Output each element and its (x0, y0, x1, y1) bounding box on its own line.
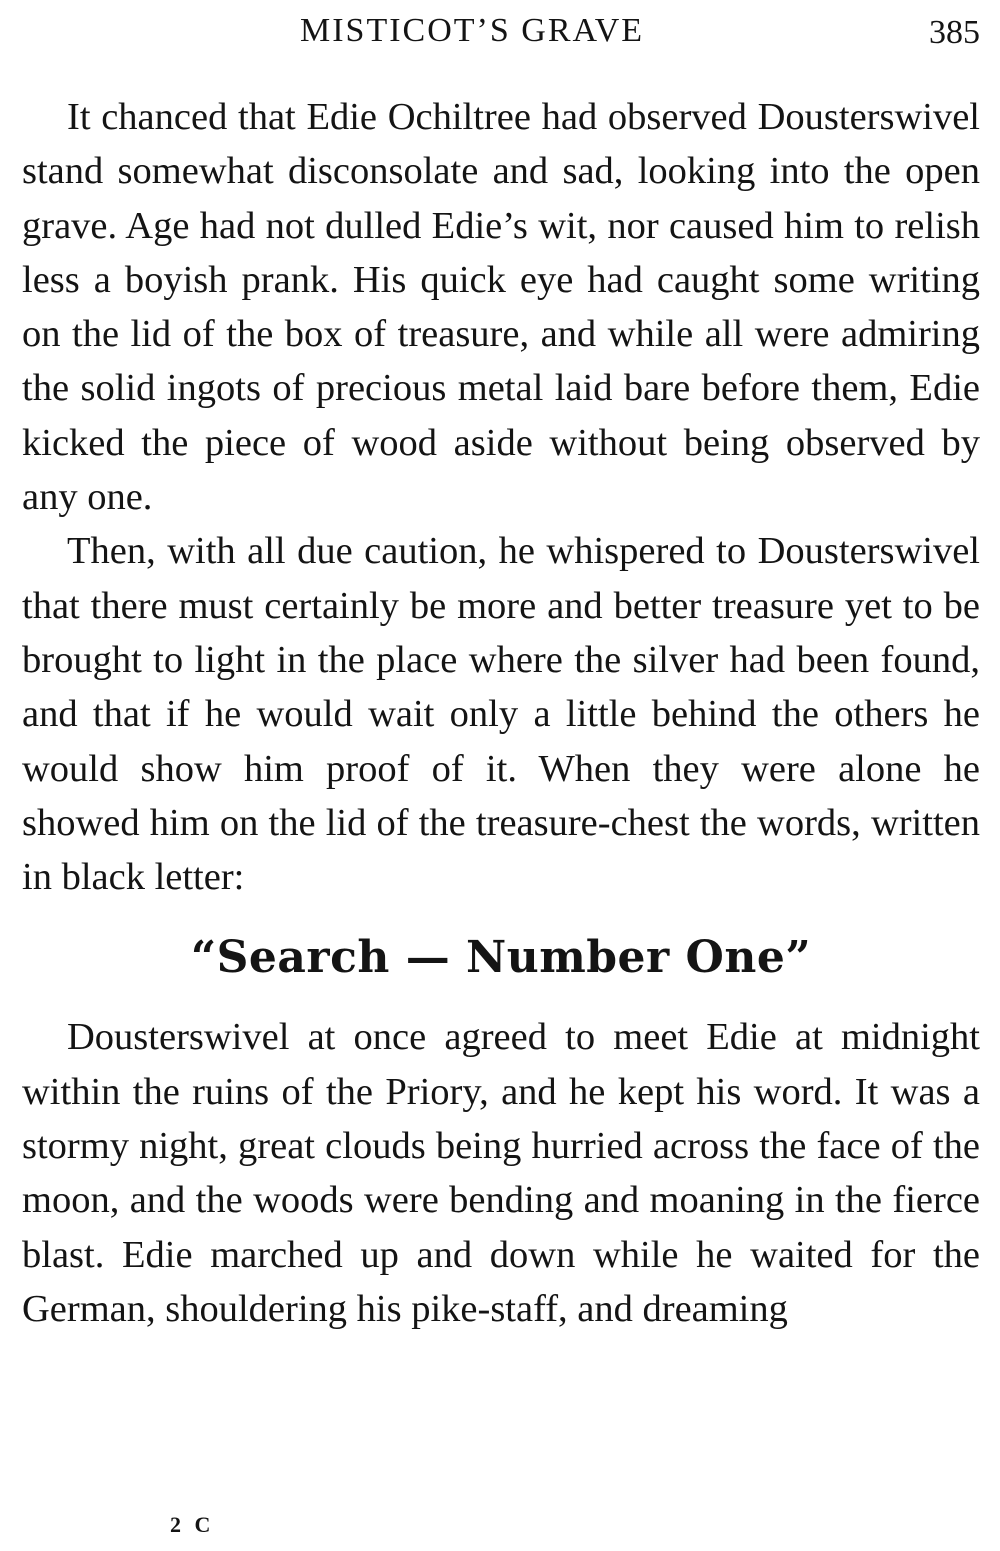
paragraph-2: Then, with all due caution, he whispered to Dousterswivel that there must certainly be more and better treasure yet to be brought to light in the place where the silver had been found, and that if he would wait only a little behind the others he would show him proof of it. When they were alone he showed him on the lid of the treasure-chest the words, written in black letter: (22, 530, 980, 899)
paragraph-1: It chanced that Edie Ochiltree had observed Dousterswivel stand somewhat disconsolate and sad, looking into the open grave. Age had not dulled Edie’s wit, nor caused him to relish less a boyish prank. His quick eye had caught some writing on the lid of the box of treasure, and while all were admiring the solid ingots of precious metal laid bare before them, Edie kicked the piece of wood aside without being observed by any one. (22, 96, 980, 519)
blackletter-inscription: “Search — Number One” (190, 932, 812, 984)
page-number: 385 (929, 14, 980, 51)
running-title: MISTICOT’S GRAVE (300, 12, 645, 49)
signature-mark: 2 C (170, 1512, 215, 1537)
paragraph-3: Dousterswivel at once agreed to meet Edie at midnight within the ruins of the Priory, and he kept his word. It was a stormy night, great clouds being hurried across the face of the moon, and the woods were bending and moaning in the fierce blast. Edie marched up and down while he waited for the German, shouldering his pike-staff, and dreaming (22, 1016, 980, 1330)
running-head (0, 8, 1000, 58)
body-text (22, 90, 980, 1336)
